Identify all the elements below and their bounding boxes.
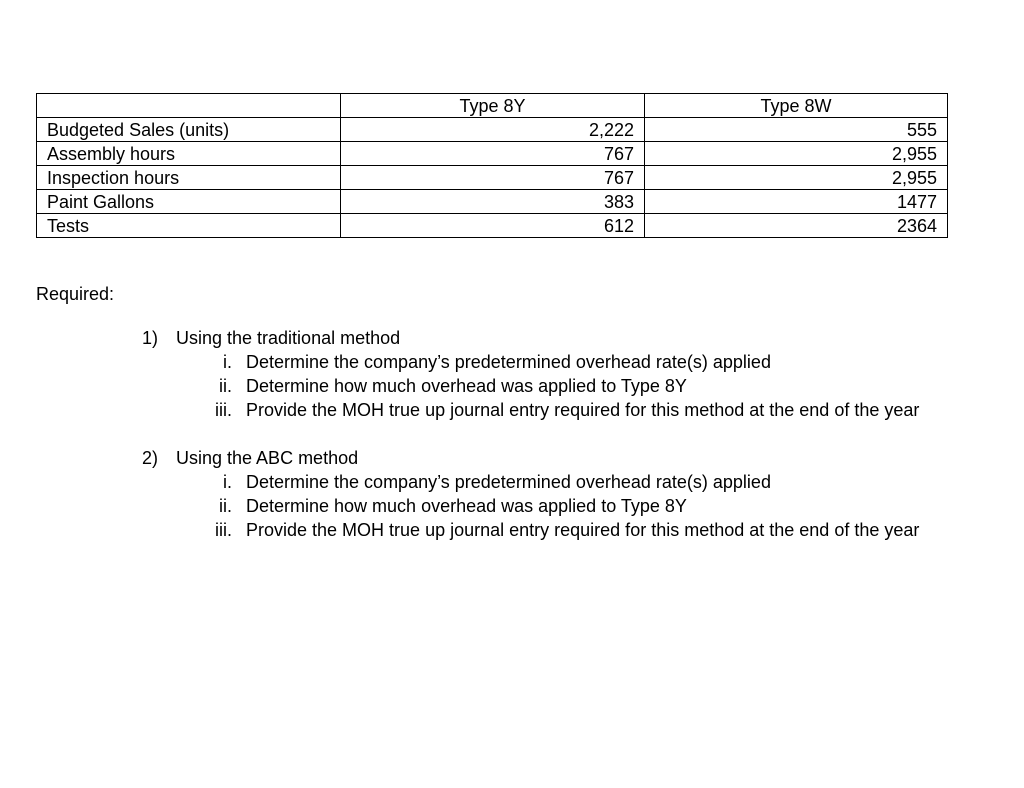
table-row xyxy=(37,142,948,166)
item-text: Provide the MOH true up journal entry required for this method at the end of the year xyxy=(246,520,920,540)
row-value-type-8w: 2,955 xyxy=(645,166,948,190)
row-value-type-8w: 555 xyxy=(645,118,948,142)
row-value-type-8w: 2,955 xyxy=(645,142,948,166)
section-number: 1) xyxy=(141,328,158,348)
row-value-type-8y: 383 xyxy=(341,190,645,214)
item-text: Determine the company’s predetermined overhead rate(s) applied xyxy=(246,472,771,492)
table-header-row xyxy=(37,94,948,118)
item-number: iii. xyxy=(215,520,232,540)
row-value-type-8y: 612 xyxy=(341,214,645,238)
row-value-type-8y: 767 xyxy=(341,142,645,166)
item-number: ii. xyxy=(219,376,232,396)
item-number: ii. xyxy=(219,496,232,516)
table-row xyxy=(37,166,948,190)
row-label: Paint Gallons xyxy=(37,190,341,214)
table-header-type-8y: Type 8Y xyxy=(341,94,645,118)
row-value-type-8w: 2364 xyxy=(645,214,948,238)
table-row xyxy=(37,118,948,142)
required-heading: Required: xyxy=(36,284,115,304)
section-title: Using the ABC method xyxy=(176,448,359,468)
item-text: Determine the company’s predetermined overhead rate(s) applied xyxy=(246,352,771,372)
section-title: Using the traditional method xyxy=(176,328,401,348)
row-label: Budgeted Sales (units) xyxy=(37,118,341,142)
item-number: iii. xyxy=(215,400,232,420)
table-header-blank xyxy=(37,94,341,118)
table-row xyxy=(37,190,948,214)
item-number: i. xyxy=(223,352,232,372)
budget-table xyxy=(36,93,948,238)
row-value-type-8y: 767 xyxy=(341,166,645,190)
row-value-type-8y: 2,222 xyxy=(341,118,645,142)
table-row xyxy=(37,214,948,238)
item-text: Determine how much overhead was applied to Type 8Y xyxy=(246,496,687,516)
item-text: Determine how much overhead was applied to Type 8Y xyxy=(246,376,687,396)
item-text: Provide the MOH true up journal entry required for this method at the end of the year xyxy=(246,400,920,420)
section-number: 2) xyxy=(141,448,158,468)
row-label: Inspection hours xyxy=(37,166,341,190)
row-value-type-8w: 1477 xyxy=(645,190,948,214)
row-label: Assembly hours xyxy=(37,142,341,166)
row-label: Tests xyxy=(37,214,341,238)
table-header-type-8w: Type 8W xyxy=(645,94,948,118)
item-number: i. xyxy=(223,472,232,492)
